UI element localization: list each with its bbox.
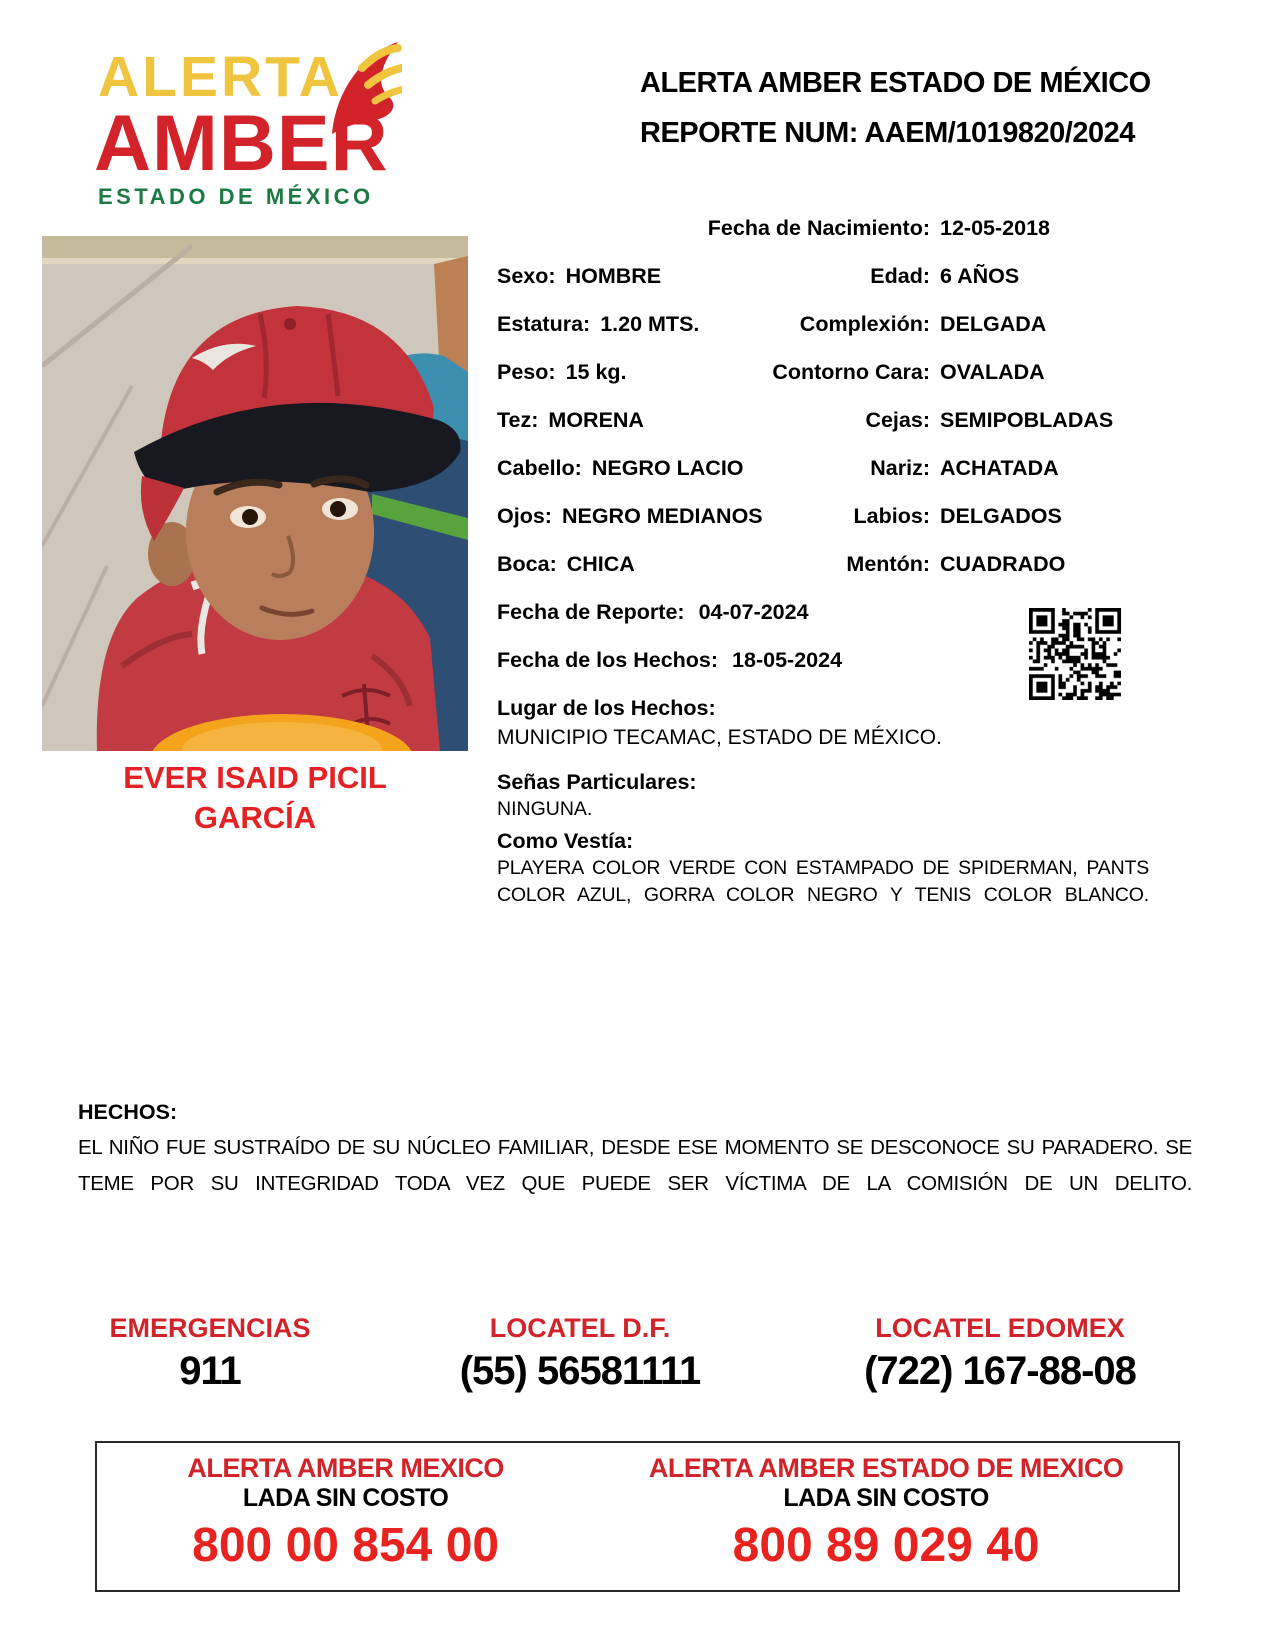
clothing-label: Como Vestía:	[497, 829, 634, 853]
victim-name-line2: GARCÍA	[193, 800, 317, 835]
cejas-value: SEMIPOBLADAS	[940, 408, 1114, 432]
tollfree-mexico	[97, 1443, 594, 1590]
hechos-text: EL NIÑO FUE SUSTRAÍDO DE SU NÚCLEO FAMILIAR, DESDE ESE MOMENTO SE DESCONOCE SU PARADERO. SE TEME POR SU INTEGRIDAD TODA VEZ QUE PUEDE SER VÍCTIMA DE LA COMISIÓN DE UN DELITO.	[78, 1136, 1192, 1195]
emergency-col-locatel-df	[360, 1312, 800, 1395]
emergency-col-911	[60, 1312, 360, 1395]
tollfree-edomex-title: ALERTA AMBER ESTADO DE MEXICO	[648, 1453, 1124, 1483]
contorno-cara-value: OVALADA	[940, 360, 1045, 384]
tollfree-mexico-title: ALERTA AMBER MEXICO	[187, 1453, 504, 1483]
cabello-value: NEGRO LACIO	[591, 456, 744, 480]
tollfree-edomex	[594, 1443, 1178, 1590]
logo-estado-text: ESTADO DE MÉXICO	[98, 184, 374, 209]
edad-value: 6 AÑOS	[940, 264, 1020, 288]
marks-value: NINGUNA.	[497, 798, 593, 820]
locatel-df-label: LOCATEL D.F.	[489, 1313, 671, 1343]
sexo-value: HOMBRE	[565, 264, 662, 288]
field-row-cabello-nariz	[497, 454, 1165, 482]
place-label: Lugar de los Hechos:	[497, 696, 716, 720]
ojos-label: Ojos:	[497, 504, 552, 528]
report-number: REPORTE NUM: AAEM/1019820/2024	[640, 117, 1135, 149]
emergency-col-locatel-edomex	[800, 1312, 1200, 1395]
field-row-ojos-labios	[497, 502, 1165, 530]
tollfree-edomex-subtitle: LADA SIN COSTO	[783, 1484, 989, 1512]
field-row-estatura-complexion	[497, 310, 1165, 338]
place-value: MUNICIPIO TECAMAC, ESTADO DE MÉXICO.	[497, 726, 942, 749]
incident-date-label: Fecha de los Hechos:	[497, 648, 719, 672]
tollfree-box	[95, 1441, 1180, 1592]
estatura-value: 1.20 MTS.	[600, 312, 700, 336]
tollfree-edomex-number: 800 89 029 40	[732, 1519, 1040, 1572]
victim-photo	[42, 236, 468, 751]
header-title-block	[640, 58, 1151, 158]
nariz-label: Nariz:	[870, 456, 930, 480]
menton-label: Mentón:	[846, 552, 930, 576]
birth-date-value: 12-05-2018	[940, 216, 1050, 240]
complexion-value: DELGADA	[940, 312, 1047, 336]
labios-label: Labios:	[853, 504, 930, 528]
ojos-value: NEGRO MEDIANOS	[561, 504, 763, 528]
tollfree-mexico-number: 800 00 854 00	[192, 1519, 500, 1572]
victim-details	[497, 214, 1165, 909]
peso-label: Peso:	[497, 360, 556, 384]
hechos-section	[78, 1098, 1192, 1202]
birth-date-label: Fecha de Nacimiento:	[707, 216, 930, 240]
victim-photo-illustration	[42, 236, 468, 751]
victim-name	[42, 758, 468, 838]
incident-date-value: 18-05-2024	[732, 648, 843, 672]
marks-label: Señas Particulares:	[497, 770, 697, 794]
locatel-df-number: (55) 56581111	[459, 1349, 701, 1393]
locatel-edomex-number: (722) 167-88-08	[864, 1349, 1136, 1393]
field-row-tez-cejas	[497, 406, 1165, 434]
field-row-sexo-edad	[497, 262, 1165, 290]
peso-value: 15 kg.	[565, 360, 627, 384]
nariz-value: ACHATADA	[940, 456, 1059, 480]
emergency-numbers	[60, 1312, 1210, 1395]
sexo-label: Sexo:	[497, 264, 556, 288]
page-title: ALERTA AMBER ESTADO DE MÉXICO	[640, 67, 1151, 99]
qr-code	[1029, 608, 1121, 700]
complexion-label: Complexión:	[799, 312, 930, 336]
clothing-value: PLAYERA COLOR VERDE CON ESTAMPADO DE SPIDERMAN, PANTS COLOR AZUL, GORRA COLOR NEGRO Y TENIS COLOR BLANCO.	[497, 857, 1149, 906]
tollfree-mexico-subtitle: LADA SIN COSTO	[242, 1484, 449, 1512]
boca-value: CHICA	[566, 552, 635, 576]
field-row-peso-contorno	[497, 358, 1165, 386]
cabello-label: Cabello:	[497, 456, 582, 480]
alerta-amber-logo	[90, 34, 402, 214]
labios-value: DELGADOS	[940, 504, 1062, 528]
cejas-label: Cejas:	[865, 408, 930, 432]
emergencias-number: 911	[179, 1349, 241, 1393]
contorno-cara-label: Contorno Cara:	[772, 360, 930, 384]
tez-label: Tez:	[497, 408, 539, 432]
report-date-value: 04-07-2024	[698, 600, 809, 624]
emergencias-label: EMERGENCIAS	[109, 1313, 311, 1343]
logo-alerta-text: ALERTA	[98, 45, 343, 109]
field-row-boca-menton	[497, 550, 1165, 578]
boca-label: Boca:	[497, 552, 557, 576]
victim-name-line1: EVER ISAID PICIL	[123, 760, 387, 795]
field-birth-date	[497, 214, 1165, 242]
tez-value: MORENA	[548, 408, 644, 432]
locatel-edomex-label: LOCATEL EDOMEX	[875, 1313, 1125, 1343]
report-date-label: Fecha de Reporte:	[497, 600, 685, 624]
menton-value: CUADRADO	[940, 552, 1066, 576]
hechos-label: HECHOS:	[78, 1100, 178, 1124]
estatura-label: Estatura:	[497, 312, 591, 336]
edad-label: Edad:	[870, 264, 930, 288]
logo-amber-text: AMBER	[94, 98, 389, 187]
